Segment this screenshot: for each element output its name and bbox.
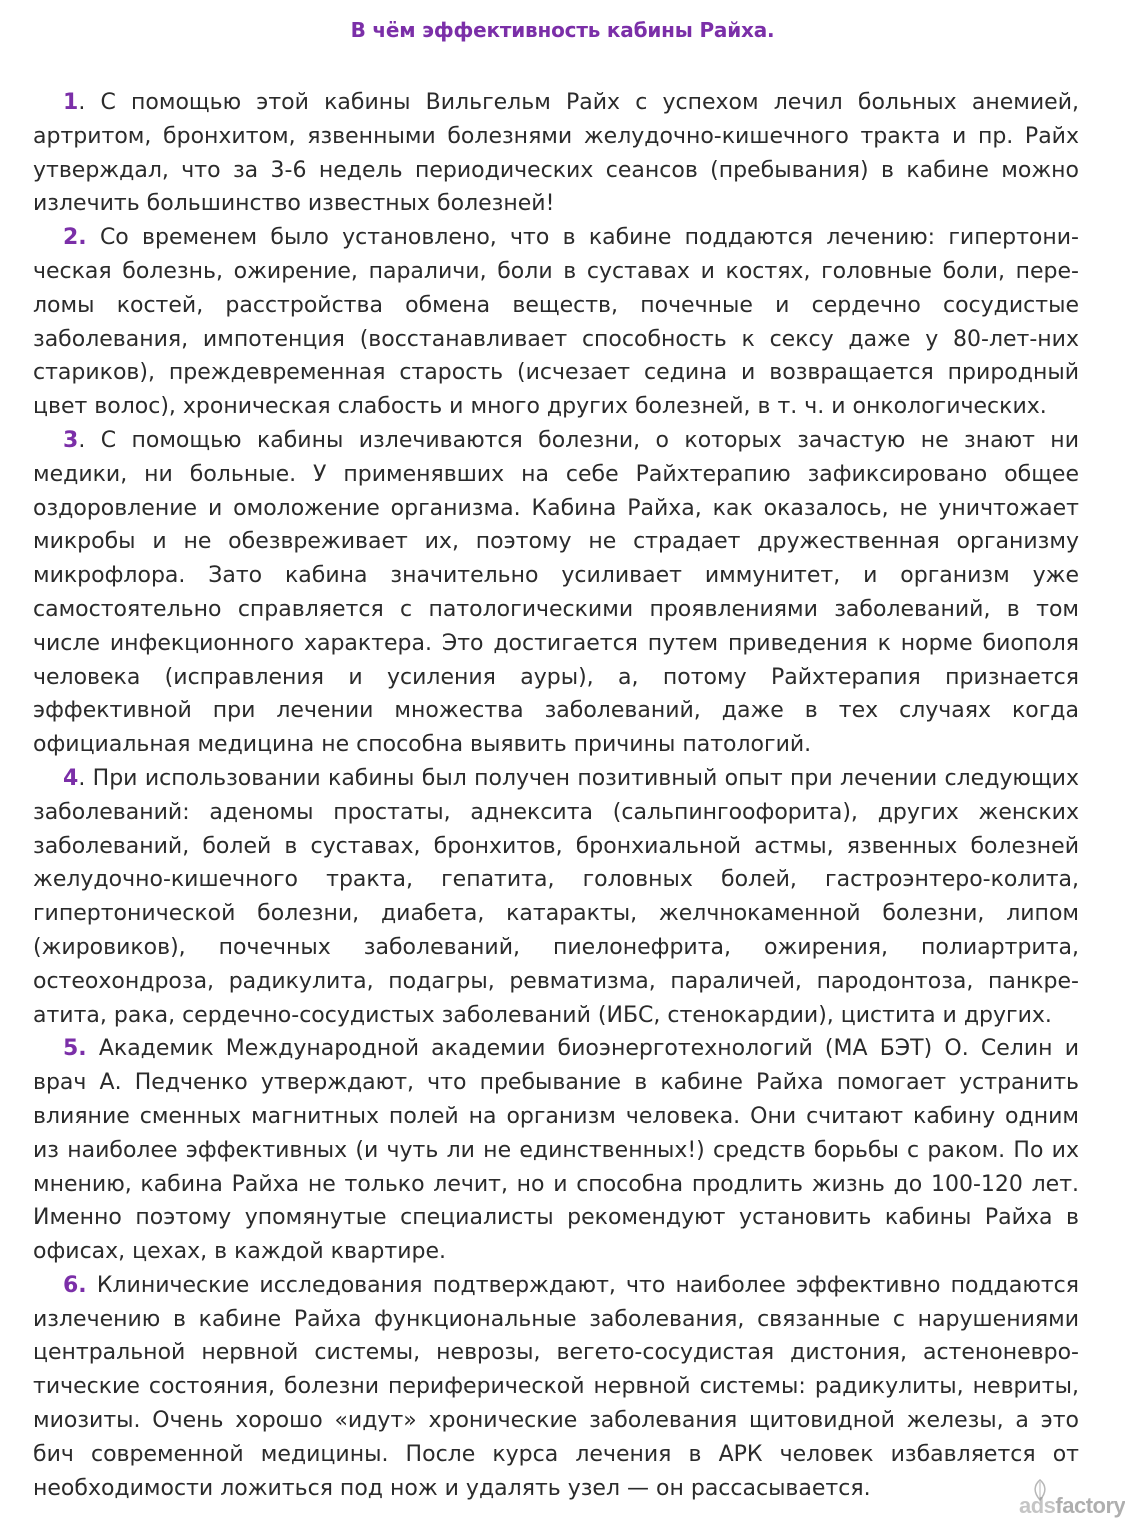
paragraph-5 — [33, 1032, 1079, 1269]
document-body — [33, 86, 1079, 1505]
paragraph-number: 5. — [63, 1036, 87, 1062]
paragraph-number: 1 — [63, 90, 79, 115]
paragraph-number: 6. — [63, 1272, 87, 1298]
paragraph-2 — [33, 221, 1079, 424]
paragraph-3 — [33, 424, 1079, 762]
paragraph-1 — [33, 86, 1079, 221]
paragraph-4 — [33, 762, 1079, 1032]
watermark-prefix: ads — [1019, 1493, 1056, 1518]
paragraph-text: Клинические исследования подтверждают, что наиболее эффективно поддаются излечению в кабине Райха функциональные заболевания, связанные с нарушениями центральной нервной системы, неврозы, вегето-сосудистая дистония, астеноневро-тические состояния, болезни периферической нервной системы: радикулиты, невриты, миозиты. Очень хорошо «идут» хронические заболевания щитовидной железы, а это бич современной медицины. После курса лечения в АРК человек избавляется от необходимости ложиться под нож и удалять узел — он рассасывается. — [33, 1272, 1079, 1501]
watermark — [1019, 1479, 1125, 1519]
paragraph-text: С помощью кабины излечиваются болезни, о которых зачастую не знают ни медики, ни больные. У применявших на себе Райхтерапию зафиксировано общее оздоровление и омоложение организма. Кабина Райха, как оказалось, не уничтожает микробы и не обезвреживает их, поэтому не страдает дружественная организму микрофлора. Зато кабина значительно усиливает иммунитет, и организм уже самостоятельно справляется с патологическими проявлениями заболеваний, в том числе инфекционного характера. Это достигается путем приведения к норме биополя человека (исправления и усиления ауры), а, потому Райхтерапия признается эффективной при лечении множества заболеваний, даже в тех случаях когда официальная медицина не способна выявить причины патологий. — [33, 427, 1079, 758]
paragraph-6 — [33, 1269, 1079, 1506]
paragraph-separator: . — [78, 90, 86, 115]
watermark-suffix: factory — [1055, 1493, 1125, 1518]
paragraph-number: 2. — [63, 225, 87, 251]
paragraph-number: 4 — [63, 765, 79, 791]
paragraph-number: 3 — [63, 427, 79, 453]
paragraph-separator: . — [78, 765, 86, 791]
paragraph-text: При использовании кабины был получен позитивный опыт при лечении следующих заболеваний: аденомы простаты, аднексита (сальпингоофорита), других женских заболеваний, болей в суставах, бронхитов, бронхиальной астмы, язвенных болезней желудочно-кишечного тракта, гепатита, головных болей, гастроэнтеро-колита, гипертонической болезни, диабета, катаракты, желчнокаменной болезни, липом (жировиков), почечных заболеваний, пиелонефрита, ожирения, полиартрита, остеохондроза, радикулита, подагры, ревматизма, параличей, пародонтоза, панкре-атита, рака, сердечно-сосудистых заболеваний (ИБС, стенокардии), цистита и других. — [33, 765, 1079, 1028]
paragraph-text: С помощью этой кабины Вильгельм Райх с успехом лечил больных анемией, артритом, бронхитом, язвенными болезнями желудочно-кишечного тракта и пр. Райх утверждал, что за 3-6 недель периодических сеансов (пребывания) в кабине можно излечить большинство известных болезней! — [33, 90, 1079, 217]
watermark-logo — [1019, 1493, 1125, 1519]
paragraph-text: Академик Международной академии биоэнерготехнологий (МА БЭТ) О. Селин и врач А. Педченко утверждают, что пребывание в кабине Райха помогает устранить влияние сменных магнитных полей на организм человека. Они считают кабину одним из наиболее эффективных (и чуть ли не единственных!) средств борьбы с раком. По их мнению, кабина Райха не только лечит, но и способна продлить жизнь до 100-120 лет. Именно поэтому упомянутые специалисты рекомендуют установить кабины Райха в офисах, цехах, в каждой квартире. — [33, 1036, 1079, 1265]
document-title: В чём эффективность кабины Райха. — [350, 18, 775, 42]
paragraph-text: Со временем было установлено, что в кабине поддаются лечению: гипертони-ческая болезнь, ожирение, параличи, боли в суставах и костях, головные боли, пере-ломы костей, расстройства обмена веществ, почечные и сердечно сосудистые заболевания, импотенция (восстанавливает способность к сексу даже у 80-лет-них стариков), преждевременная старость (исчезает седина и возвращается природный цвет волос), хроническая слабость и много других болезней, в т. ч. и онкологических. — [33, 225, 1079, 420]
paragraph-separator: . — [78, 427, 86, 453]
